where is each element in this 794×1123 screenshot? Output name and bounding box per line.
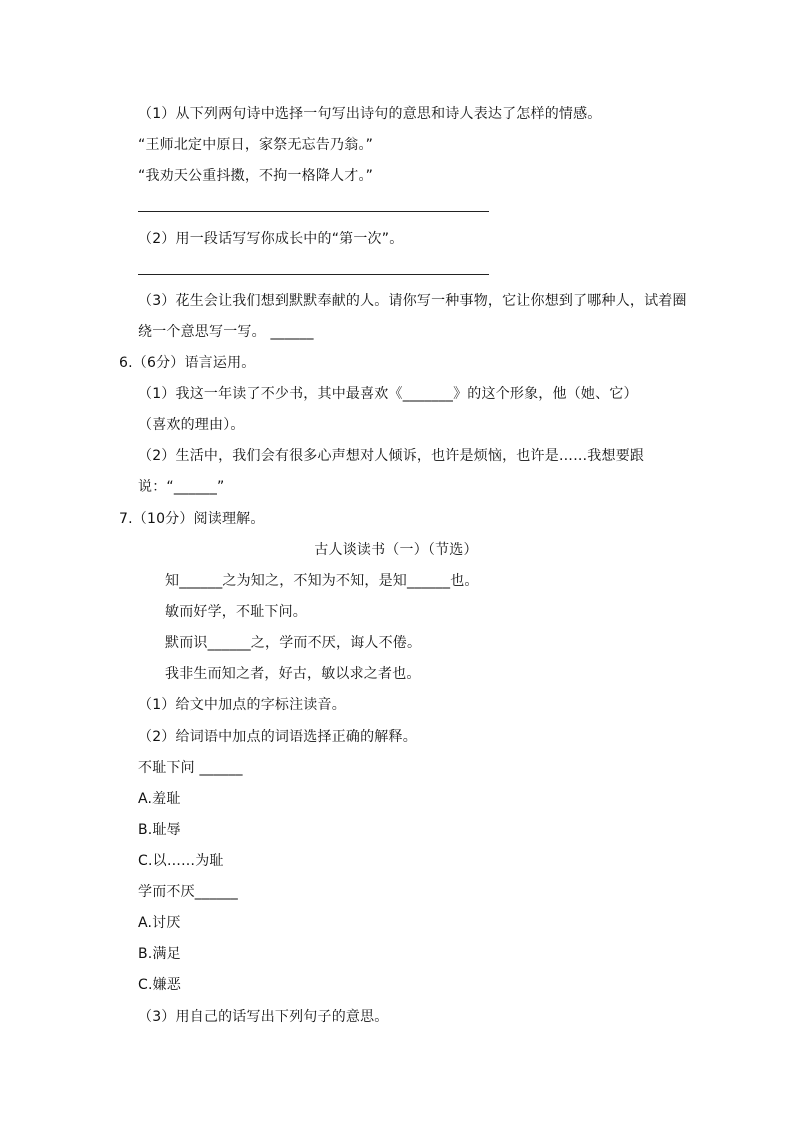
option-item: B.耻辱: [138, 822, 181, 838]
q6-item1-line1: （1）我这一年读了不少书，其中最喜欢《_______》的这个形象，他（她、它）: [138, 386, 638, 402]
passage-line: 我非生而知之者，好古，敏以求之者也。: [165, 666, 421, 682]
passage-line: 敏而好学，不耻下问。: [165, 604, 307, 620]
q6-item1-line2: （喜欢的理由）。: [138, 417, 245, 433]
answer-line: [138, 211, 489, 212]
q6-item2-line2: 说：“______”: [138, 479, 225, 495]
option-item: C.以……为耻: [138, 853, 224, 869]
q7-sub2: （2）给词语中加点的词语选择正确的解释。: [138, 729, 417, 745]
q5-poem2: “我劝天公重抖擞，不拘一格降人才。”: [138, 168, 374, 184]
q7-word1: 不耻下问 ______: [138, 760, 243, 776]
q5-item3-line2: 绕一个意思写一写。 ______: [138, 324, 314, 340]
q7-sub3: （3）用自己的话写出下列句子的意思。: [138, 1009, 389, 1025]
q5-item1: （1）从下列两句诗中选择一句写出诗句的意思和诗人表达了怎样的情感。: [138, 106, 602, 122]
passage-line: 知______之为知之，不知为不知，是知______也。: [165, 573, 479, 589]
q6-item2-line1: （2）生活中，我们会有很多心声想对人倾诉，也许是烦恼，也许是……我想要跟: [138, 448, 645, 464]
q5-poem1: “王师北定中原日，家祭无忘告乃翁。”: [138, 137, 374, 153]
passage-line: 默而识______之，学而不厌，诲人不倦。: [165, 635, 422, 651]
option-item: B.满足: [138, 946, 181, 962]
q7-sub1: （1）给文中加点的字标注读音。: [138, 697, 346, 713]
passage-title: 古人谈读书（一）（节选）: [314, 542, 478, 558]
option-item: A.讨厌: [138, 915, 181, 931]
q5-item3-line1: （3）花生会让我们想到默默奉献的人。请你写一种事物，它让你想到了哪种人，试着圈: [138, 293, 687, 309]
q6-heading: 6.（6分）语言运用。: [119, 355, 256, 371]
option-item: C.嫌恶: [138, 977, 182, 993]
option-item: A.羞耻: [138, 791, 181, 807]
q5-item2: （2）用一段话写写你成长中的“第一次”。: [138, 231, 404, 247]
q7-word2: 学而不厌______: [138, 884, 238, 900]
answer-line: [138, 274, 489, 275]
q7-heading: 7.（10分）阅读理解。: [119, 511, 265, 527]
